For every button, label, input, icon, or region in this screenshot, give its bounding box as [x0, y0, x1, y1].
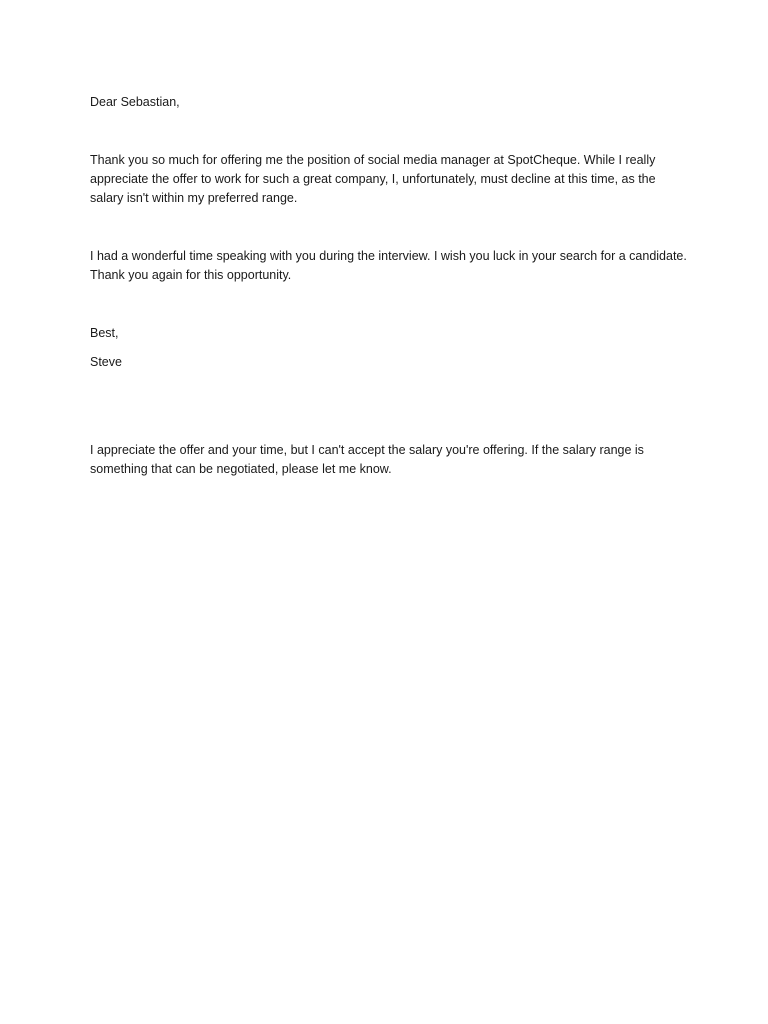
- signature: Steve: [90, 355, 122, 369]
- closing: Best,: [90, 326, 119, 340]
- salutation: Dear Sebastian,: [90, 95, 180, 109]
- paragraph-thanks: I had a wonderful time speaking with you during the interview. I wish you luck in your search for a candidate. Thank you again for this opportunity.: [90, 249, 691, 282]
- paragraph-negotiation: I appreciate the offer and your time, but I can't accept the salary you're offering. If the salary range is something that can be negotiated, please let me know.: [90, 443, 648, 476]
- paragraph-decline: Thank you so much for offering me the position of social media manager at SpotCheque. While I really appreciate the offer to work for such a great company, I, unfortunately, must decline at this time, as the salary isn't within my preferred range.: [90, 153, 660, 205]
